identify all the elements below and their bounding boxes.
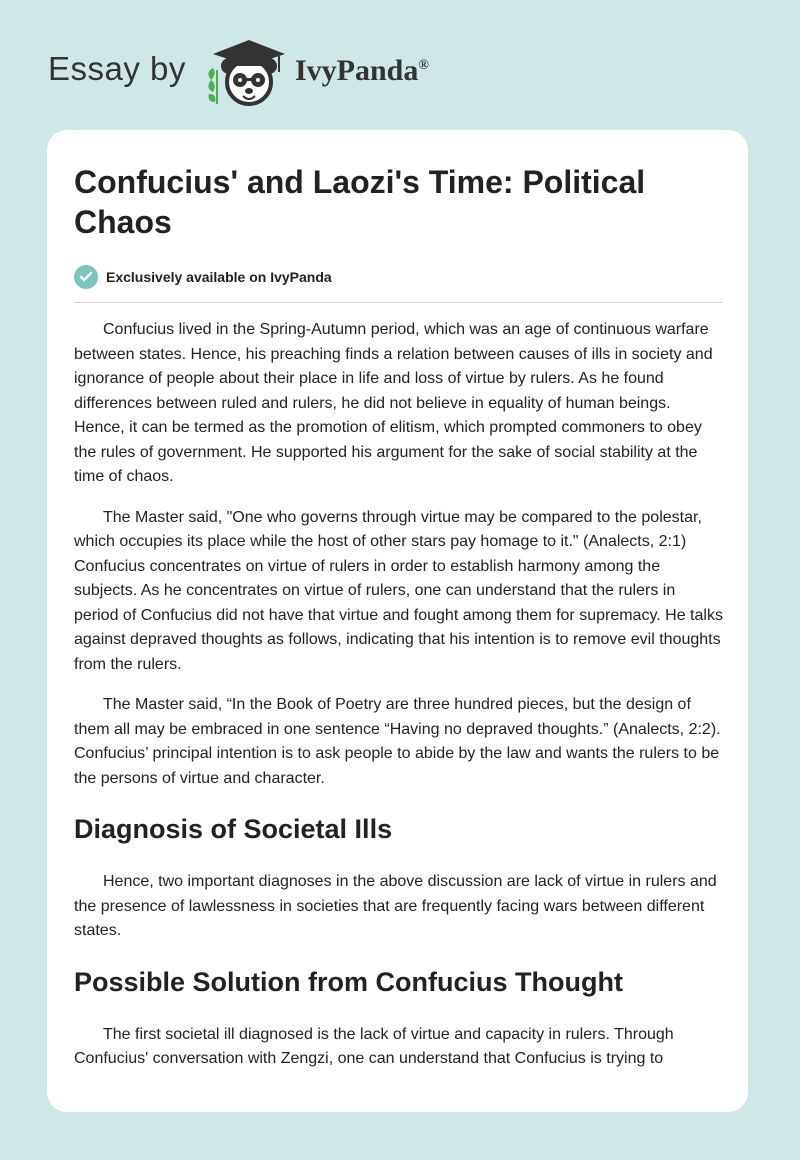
section-heading-diagnosis: Diagnosis of Societal Ills [74, 814, 393, 844]
essay-by-label: Essay by [48, 50, 186, 87]
essay-card [47, 130, 748, 1112]
paragraph: The Master said, "One who governs through virtue may be compared to the polestar, which occupies its place while the host of other stars pay homage to it." (Analects, 2:1) Confucius concentrates on virtue of rulers in order to establish harmony among the subjects. As he concentrates on virtue of rulers, one can understand that the rulers in period of Confucius did not have that virtue and fought among them for supremacy. He talks against depraved thoughts as follows, indicating that his intention is to remove evil thoughts from the rulers. [74, 508, 723, 673]
divider [74, 302, 722, 303]
paragraph: The Master said, “In the Book of Poetry are three hundred pieces, but the design of them all may be embraced in one sentence “Having no depraved thoughts.” (Analects, 2:2). Confucius’ principal intention is to ask people to abide by the law and wants the rulers to be the persons of virtue and character. [74, 696, 721, 787]
paragraph: The first societal ill diagnosed is the lack of virtue and capacity in rulers. Through Confucius' conversation with Zengzi, one can understand that Confucius is trying to [74, 1025, 674, 1067]
panda-logo-icon[interactable] [203, 36, 293, 108]
paragraph: Confucius lived in the Spring-Autumn period, which was an age of continuous warfare between states. Hence, his preaching finds a relation between causes of ills in society and ignorance of people about their place in life and loss of virtue by rulers. As he found differences between ruled and rulers, he did not believe in equality of human beings. Hence, it can be termed as the promotion of elitism, which prompted commoners to obey the rules of government. He supported his argument for the sake of social stability at the time of chaos. [74, 321, 713, 485]
registered-mark: ® [418, 58, 429, 73]
exclusive-badge-label: Exclusively available on IvyPanda [106, 269, 332, 285]
essay-content [74, 162, 724, 1072]
page-title: Confucius' and Laozi's Time: Political Chaos [74, 164, 646, 240]
paragraph: Hence, two important diagnoses in the above discussion are lack of virtue in rulers and the presence of lawlessness in societies that are frequently facing wars between different states. [74, 873, 717, 939]
brand-name[interactable]: IvyPanda® [295, 54, 429, 87]
check-icon [74, 265, 98, 289]
section-heading-solution: Possible Solution from Confucius Thought [74, 966, 623, 997]
exclusive-badge [74, 264, 724, 290]
site-header [48, 36, 508, 108]
